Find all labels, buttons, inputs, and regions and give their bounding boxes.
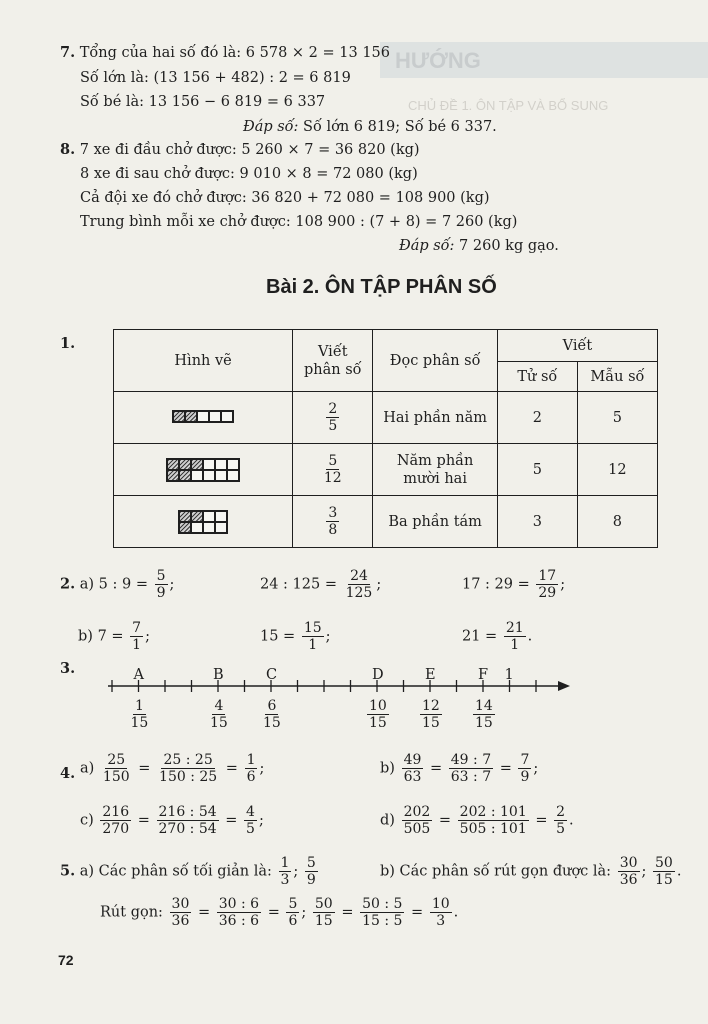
row2-fraction: $\frac{5}{12}$ (293, 444, 373, 496)
ex1-number: 1. (60, 335, 76, 352)
shaded-cell (179, 470, 191, 481)
ex2-row-a: 2. a) 5 : 9 = $\frac{5}{9}$ ; (60, 568, 175, 601)
ex2-row-b: b) 7 = $\frac{7}{1}$ ; (78, 620, 150, 653)
ex8-answer: Đáp số: 7 260 kg gạo. (399, 238, 559, 254)
empty-cell (191, 522, 203, 533)
number-line-fraction: $\frac{10}{15}$ (369, 698, 387, 731)
ex7-line3: Số bé là: 13 156 − 6 819 = 6 337 (80, 94, 326, 110)
fraction-grid-5-12 (166, 458, 240, 482)
shaded-cell (179, 522, 191, 533)
ex4-number: 4. (60, 765, 76, 782)
row3-fraction: $\frac{3}{8}$ (293, 496, 373, 548)
ex2-b2: 15 = $\frac{15}{1}$ ; (260, 620, 331, 653)
header-denominator: Mẫu số (577, 362, 657, 392)
header-picture: Hình vẽ (114, 330, 293, 392)
ex4-b: b) $\frac{49}{63}$ = $\frac{49 : 7}{63 : 7}$ = $\frac{7}{9}$ ; (380, 752, 539, 785)
header-write-fraction: Viết phân số (293, 330, 373, 392)
ex8-line1: 8. 7 xe đi đầu chở được: 5 260 × 7 = 36 820 (kg) (60, 141, 420, 158)
header-numerator: Tử số (497, 362, 577, 392)
header-read-fraction: Đọc phân số (373, 330, 497, 392)
row1-picture (114, 392, 293, 444)
number-line-point-label: A (133, 667, 144, 683)
number-line-fraction: $\frac{12}{15}$ (422, 698, 440, 731)
empty-cell (221, 411, 233, 422)
ex3-number: 3. (60, 660, 76, 677)
number-line-point-label: E (425, 667, 436, 683)
row2-read: Năm phần mười hai (373, 444, 497, 496)
number-line-point-label: C (266, 667, 278, 683)
empty-cell (227, 470, 239, 481)
number-line-point-label: D (372, 667, 384, 683)
ex2-b3: 21 = $\frac{21}{1}$ . (462, 620, 533, 653)
row1-numerator: 2 (497, 392, 577, 444)
row2-picture (114, 444, 293, 496)
ex2-a3: 17 : 29 = $\frac{17}{29}$ ; (462, 568, 566, 601)
fraction-grid-3-8 (178, 510, 228, 534)
ex7-line1: 7. Tổng của hai số đó là: 6 578 × 2 = 13 156 (60, 44, 390, 61)
empty-cell (197, 411, 209, 422)
shaded-cell (179, 511, 191, 522)
row1-denominator: 5 (577, 392, 657, 444)
shaded-cell (167, 470, 179, 481)
empty-cell (203, 459, 215, 470)
ex5-a: 5. a) Các phân số tối giản là: $\frac{1}{3}$ ; $\frac{5}{9}$ (60, 855, 316, 888)
row3-read: Ba phần tám (373, 496, 497, 548)
empty-cell (203, 522, 215, 533)
ex2-a2: 24 : 125 = $\frac{24}{125}$ ; (260, 568, 382, 601)
number-line-point-label: F (478, 667, 489, 683)
number-line-arrow (558, 681, 570, 691)
shaded-cell (179, 459, 191, 470)
shaded-cell (173, 411, 185, 422)
row1-read: Hai phần năm (373, 392, 497, 444)
ex5-b: b) Các phân số rút gọn được là: $\frac{30}{36}$ ; $\frac{50}{15}$ . (380, 855, 682, 888)
empty-cell (215, 470, 227, 481)
empty-cell (203, 511, 215, 522)
ex5-simplify: Rút gọn: $\frac{30}{36}$ = $\frac{30 : 6}{36 : 6}$ = $\frac{5}{6}$ ; $\frac{50}{15}$ = $\frac{50 : 5}{15 : 5}$ = $\frac{10}{3}$ . (100, 896, 459, 929)
empty-cell (227, 459, 239, 470)
page-number: 72 (58, 952, 74, 968)
ex4-d: d) $\frac{202}{505}$ = $\frac{202 : 101}{505 : 101}$ = $\frac{2}{5}$ . (380, 804, 574, 837)
row3-denominator: 8 (577, 496, 657, 548)
header-banner-text: HƯỚNG (395, 48, 481, 73)
empty-cell (215, 459, 227, 470)
number-line-fraction: $\frac{6}{15}$ (263, 698, 281, 731)
ex7-line2: Số lớn là: (13 156 + 482) : 2 = 6 819 (80, 70, 351, 86)
ex4-c: c) $\frac{216}{270}$ = $\frac{216 : 54}{270 : 54}$ = $\frac{4}{5}$ ; (80, 804, 264, 837)
number-line-point-label: B (213, 667, 224, 683)
ex4-a: a) $\frac{25}{150}$ = $\frac{25 : 25}{150 : 25}$ = $\frac{1}{6}$ ; (80, 752, 265, 785)
empty-cell (215, 522, 227, 533)
header-write: Viết (497, 330, 657, 362)
shaded-cell (167, 459, 179, 470)
number-line-point-label: 1 (504, 667, 514, 683)
row2-denominator: 12 (577, 444, 657, 496)
row2-numerator: 5 (497, 444, 577, 496)
empty-cell (203, 470, 215, 481)
fraction-grid-2-5 (172, 410, 234, 423)
ex8-line2: 8 xe đi sau chở được: 9 010 × 8 = 72 080 (kg) (80, 166, 418, 182)
empty-cell (191, 470, 203, 481)
row3-picture (114, 496, 293, 548)
shaded-cell (185, 411, 197, 422)
number-line-fraction: $\frac{14}{15}$ (475, 698, 493, 731)
ex8-line4: Trung bình mỗi xe chở được: 108 900 : (7 + 8) = 7 260 (kg) (80, 214, 518, 230)
shaded-cell (191, 511, 203, 522)
ghost-heading: CHỦ ĐỀ 1. ÔN TẬP VÀ BỔ SUNG (408, 98, 609, 113)
shaded-cell (191, 459, 203, 470)
empty-cell (215, 511, 227, 522)
ex8-line3: Cả đội xe đó chở được: 36 820 + 72 080 = 108 900 (kg) (80, 190, 490, 206)
row3-numerator: 3 (497, 496, 577, 548)
row1-fraction: $\frac{2}{5}$ (293, 392, 373, 444)
empty-cell (209, 411, 221, 422)
lesson-title: Bài 2. ÔN TẬP PHÂN SỐ (266, 276, 497, 298)
ex7-answer: Đáp số: Số lớn 6 819; Số bé 6 337. (243, 119, 497, 135)
number-line-fraction: $\frac{1}{15}$ (130, 698, 149, 731)
fraction-table (113, 329, 658, 548)
number-line-fraction: $\frac{4}{15}$ (210, 698, 228, 731)
